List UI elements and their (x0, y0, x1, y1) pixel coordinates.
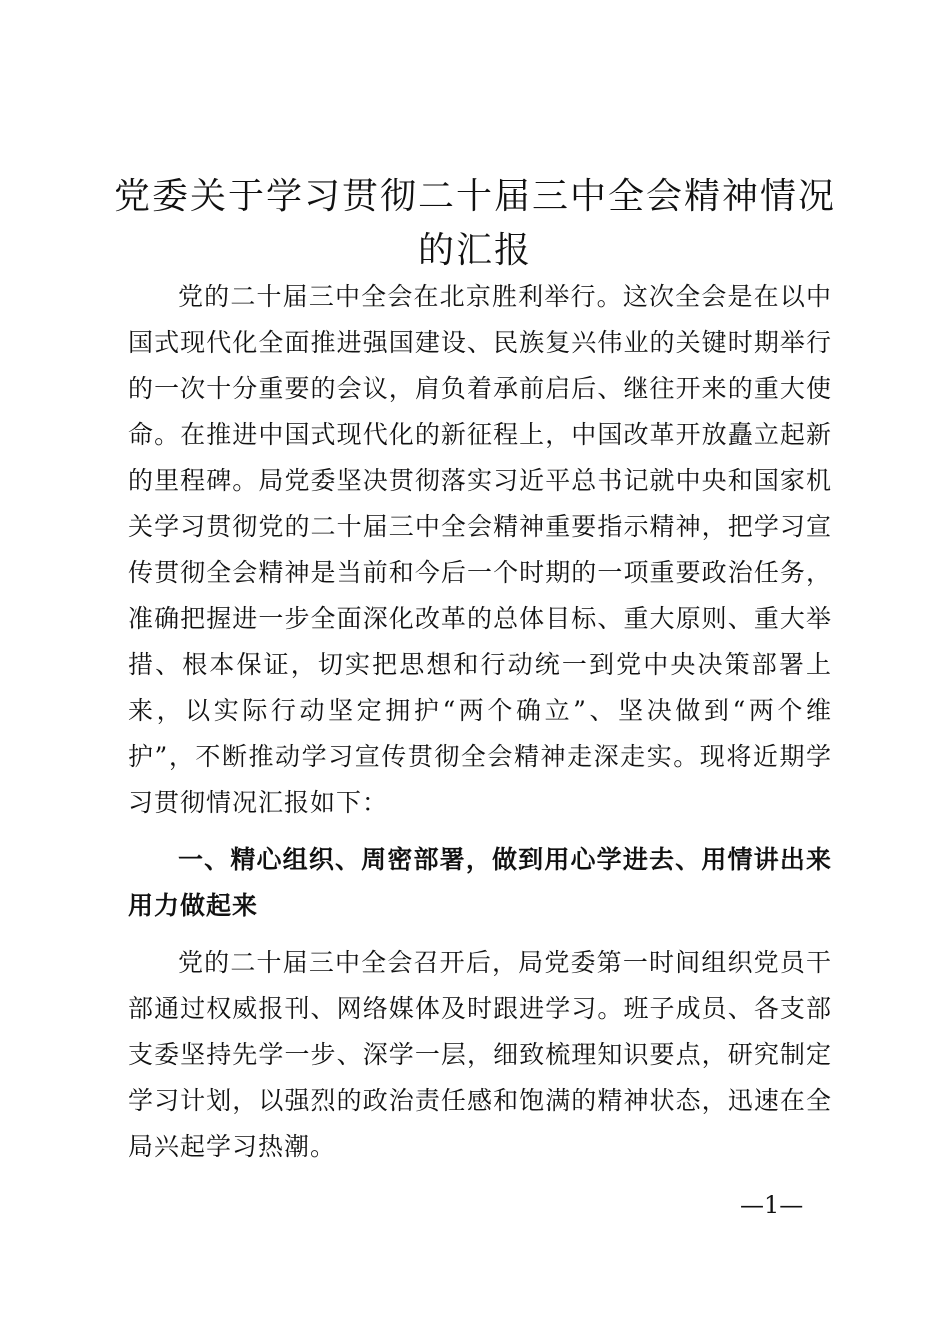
document-title: 党委关于学习贯彻二十届三中全会精神情况的汇报 (113, 176, 836, 271)
document-body (128, 274, 832, 1170)
section-heading-1: 一、精心组织、周密部署，做到用心学进去、用情讲出来用力做起来 (128, 845, 832, 920)
section-paragraph-1: 党的二十届三中全会召开后，局党委第一时间组织党员干部通过权威报刊、网络媒体及时跟进学习。班子成员、各支部支委坚持先学一步、深学一层，细致梳理知识要点，研究制定学习计划，以强烈的政治责任感和饱满的精神状态，迅速在全局兴起学习热潮。 (128, 948, 832, 1161)
intro-paragraph: 党的二十届三中全会在北京胜利举行。这次全会是在以中国式现代化全面推进强国建设、民族复兴伟业的关键时期举行的一次十分重要的会议，肩负着承前启后、继往开来的重大使命。在推进中国式现代化的新征程上，中国改革开放矗立起新的里程碑。局党委坚决贯彻落实习近平总书记就中央和国家机关学习贯彻党的二十届三中全会精神重要指示精神，把学习宣传贯彻全会精神是当前和今后一个时期的一项重要政治任务，准确把握进一步全面深化改革的总体目标、重大原则、重大举措、根本保证，切实把思想和行动统一到党中央决策部署上来，以实际行动坚定拥护“两个确立”、坚决做到“两个维护”，不断推动学习宣传贯彻全会精神走深走实。现将近期学习贯彻情况汇报如下： (128, 282, 832, 817)
page-number: —1— (740, 1191, 804, 1219)
